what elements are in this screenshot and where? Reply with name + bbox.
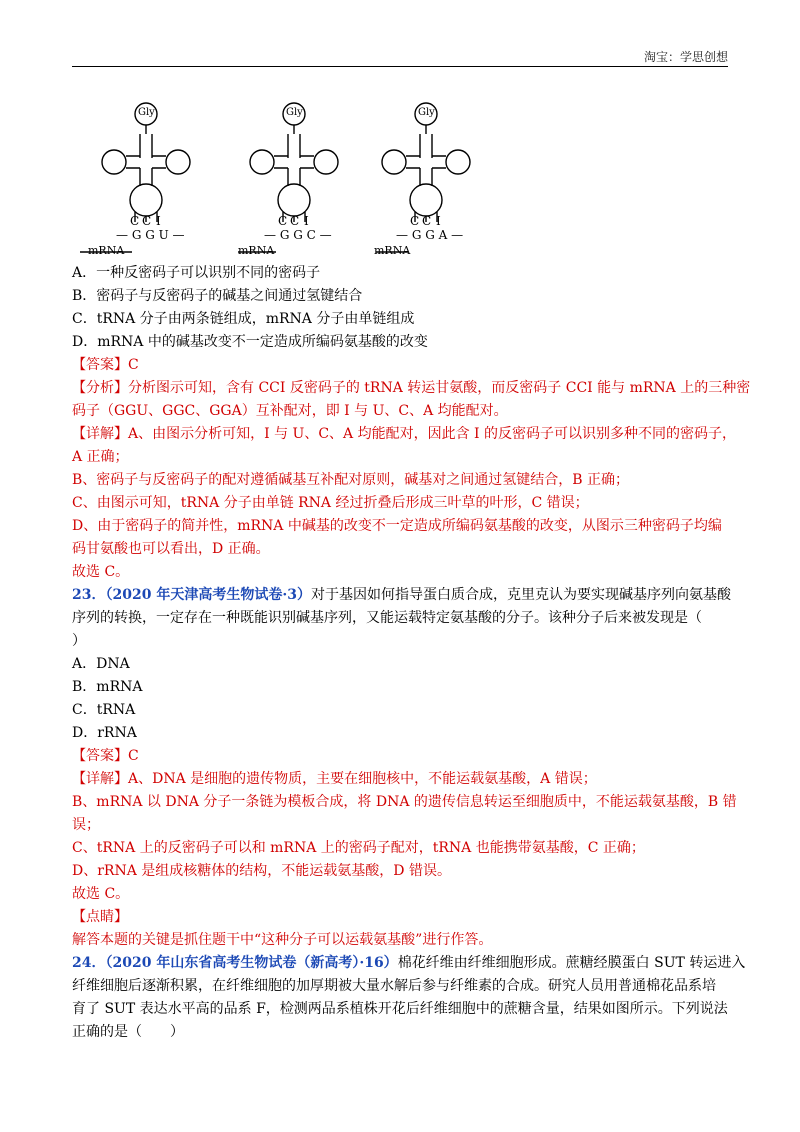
q23-stem-text-1: 对于基因如何指导蛋白质合成，克里克认为要实现碱基序列向氨基酸 — [310, 587, 731, 603]
q22-conclusion: 故选 C。 — [72, 564, 130, 580]
trna-figures — [80, 100, 464, 260]
q23-stem-line-2: 序列的转换，一定存在一种既能识别碱基序列，又能运载特定氨基酸的分子。该种分子后来被发现是（ — [72, 610, 702, 626]
q22-detail-a-line-2: A 正确； — [72, 449, 129, 465]
trna-3-amino-acid: Gly — [418, 107, 435, 118]
q23-detail-b-line-1: B、mRNA 以 DNA 分子一条链为模板合成，将 DNA 的遗传信息转运至细胞质中，不能运载氨基酸，B 错 — [72, 794, 737, 810]
q23-option-d: D．rRNA — [72, 725, 137, 741]
trna-2-anticodon-2: C — [290, 214, 300, 228]
q23-stem-line-3: ） — [72, 633, 86, 649]
trna-3-anticodon-3: I — [436, 214, 441, 228]
trna-2-mrna-label: mRNA — [238, 244, 275, 257]
q22-detail-c: C、由图示可知，tRNA 分子由单链 RNA 经过折叠后形成三叶草的叶形，C 错误； — [72, 495, 589, 511]
q24-stem-line-2: 纤维细胞后逐渐积累，在纤维细胞的加厚期被大量水解后参与纤维素的合成。研究人员用普通棉花品系培 — [72, 978, 716, 994]
q23-number: 23． — [72, 587, 106, 603]
trna-3-codon: — G G A — — [396, 228, 464, 242]
q23-answer: 【答案】C — [72, 748, 139, 764]
q22-option-c: C．tRNA 分子由两条链组成，mRNA 分子由单链组成 — [72, 311, 415, 327]
trna-3-mrna-label: mRNA — [374, 244, 411, 257]
document-body — [72, 262, 751, 1044]
q22-detail-b: B、密码子与反密码子的配对遵循碱基互补配对原则，碱基对之间通过氢键结合，B 正确； — [72, 472, 630, 488]
header-divider — [72, 66, 728, 67]
q23-stem-line-1 — [72, 584, 732, 607]
q23-source: （2020 年天津高考生物试卷·3） — [105, 587, 311, 603]
q24-source: （2020 年山东省高考生物试卷（新高考）·16） — [105, 955, 398, 971]
q22-detail-d-line-2: 码甘氨酸也可以看出，D 正确。 — [72, 541, 270, 557]
q24-stem-text-1: 棉花纤维由纤维细胞形成。蔗糖经膜蛋白 SUT 转运进入 — [397, 955, 746, 971]
q23-detail-a: 【详解】A、DNA 是细胞的遗传物质，主要在细胞核中，不能运载氨基酸，A 错误； — [72, 771, 597, 787]
q22-option-a: A．一种反密码子可以识别不同的密码子 — [72, 265, 321, 281]
trna-2-amino-acid: Gly — [286, 107, 303, 118]
q23-option-a: A．DNA — [72, 656, 130, 672]
q24-stem-line-3: 育了 SUT 表达水平高的品系 F，检测两品系植株开花后纤维细胞中的蔗糖含量，结果如图所示。下列说法 — [72, 1001, 728, 1017]
q24-number: 24． — [72, 955, 106, 971]
q23-tip-label: 【点睛】 — [72, 909, 128, 925]
q24-stem-line-4: 正确的是（ ） — [72, 1024, 184, 1040]
q22-answer: 【答案】C — [72, 357, 139, 373]
page-header: 淘宝：学思创想 — [643, 50, 728, 64]
trna-1-anticodon-1: C — [130, 214, 140, 228]
trna-2-anticodon-3: I — [304, 214, 309, 228]
trna-diagram-1 — [80, 100, 210, 260]
q22-option-b: B．密码子与反密码子的碱基之间通过氢键结合 — [72, 288, 363, 304]
q23-detail-b-line-2: 误； — [72, 817, 100, 833]
trna-1-mrna-label: mRNA — [88, 244, 125, 257]
q22-analysis-line-1: 【分析】分析图示可知，含有 CCI 反密码子的 tRNA 转运甘氨酸，而反密码子 CCI 能与 mRNA 上的三种密 — [72, 380, 751, 396]
q22-option-d: D．mRNA 中的碱基改变不一定造成所编码氨基酸的改变 — [72, 334, 428, 350]
trna-1-anticodon-3: I — [156, 214, 161, 228]
q24-stem-line-1 — [72, 952, 746, 975]
trna-2-codon: — G G C — — [264, 228, 332, 242]
trna-1-anticodon-2: C — [142, 214, 152, 228]
trna-3-anticodon-2: C — [422, 214, 432, 228]
q23-conclusion: 故选 C。 — [72, 886, 130, 902]
q23-tip: 解答本题的关键是抓住题干中“这种分子可以运载氨基酸”进行作答。 — [72, 932, 493, 948]
q23-option-c: C．tRNA — [72, 702, 136, 718]
trna-diagram-2 — [224, 100, 354, 260]
q22-detail-a-line-1: 【详解】A、由图示分析可知，I 与 U、C、A 均能配对，因此含 I 的反密码子可以识别多种不同的密码子， — [72, 426, 737, 442]
q22-detail-d-line-1: D、由于密码子的简并性，mRNA 中碱基的改变不一定造成所编码氨基酸的改变，从图示三种密码子均编 — [72, 518, 722, 534]
q23-detail-d: D、rRNA 是组成核糖体的结构，不能运载氨基酸，D 错误。 — [72, 863, 451, 879]
q22-analysis-line-2: 码子（GGU、GGC、GGA）互补配对，即 I 与 U、C、A 均能配对。 — [72, 403, 508, 419]
q23-detail-c: C、tRNA 上的反密码子可以和 mRNA 上的密码子配对，tRNA 也能携带氨基酸，C 正确； — [72, 840, 645, 856]
trna-2-anticodon-1: C — [278, 214, 288, 228]
q23-option-b: B．mRNA — [72, 679, 143, 695]
trna-diagram-3 — [362, 100, 492, 260]
trna-3-anticodon-1: C — [410, 214, 420, 228]
trna-1-codon: — G G U — — [116, 228, 185, 242]
trna-1-amino-acid: Gly — [138, 107, 155, 118]
